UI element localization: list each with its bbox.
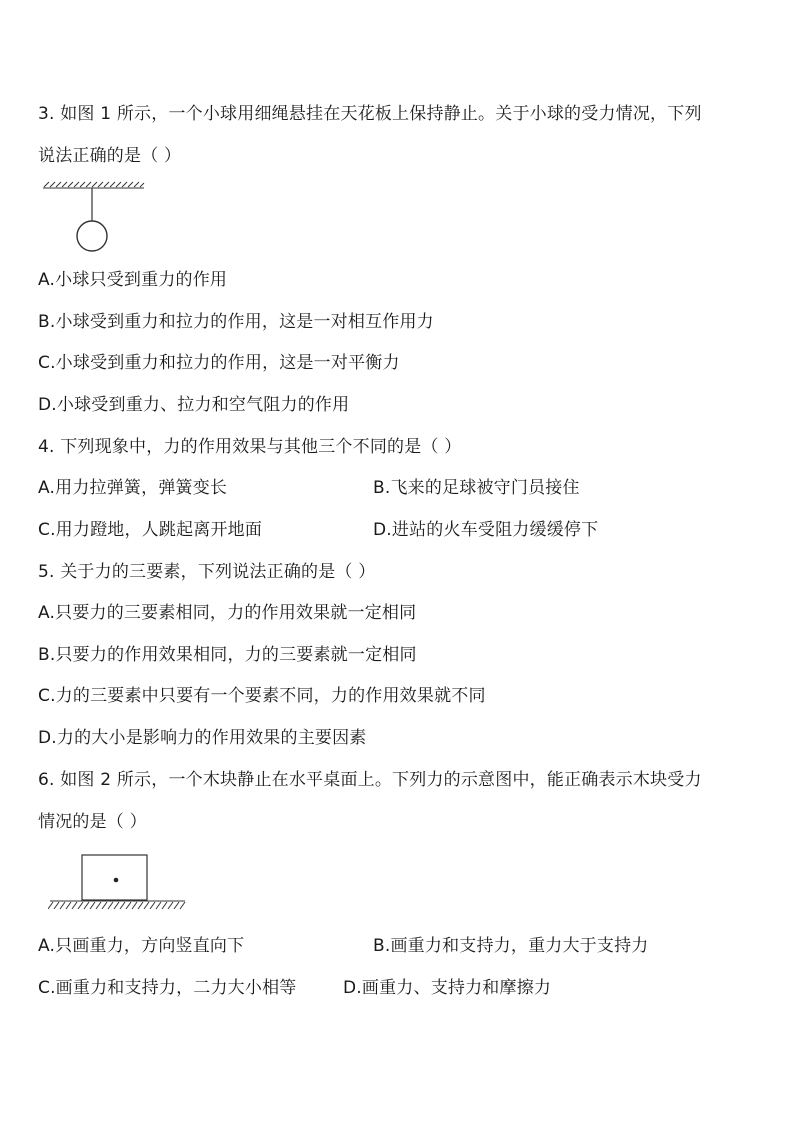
q3-option-d: D.小球受到重力、拉力和空气阻力的作用 [38, 395, 350, 415]
q4-stem: 4. 下列现象中，力的作用效果与其他三个不同的是（ ） [38, 437, 462, 457]
q3-stem-line2: 说法正确的是（ ） [38, 146, 182, 166]
q4-options-row1 [38, 478, 580, 498]
center-dot [114, 878, 119, 883]
table-surface-hatch [48, 901, 185, 909]
q6-option-c: C.画重力和支持力，二力大小相等 [38, 978, 297, 998]
q5-option-c: C.力的三要素中只要有一个要素不同，力的作用效果就不同 [38, 686, 486, 706]
q3-option-b: B.小球受到重力和拉力的作用，这是一对相互作用力 [38, 312, 434, 332]
q6-options-row1 [38, 936, 649, 956]
q4-option-b: B.飞来的足球被守门员接住 [373, 478, 580, 498]
q4-options-row2 [38, 520, 599, 540]
q3-option-c: C.小球受到重力和拉力的作用，这是一对平衡力 [38, 353, 400, 373]
q4-option-a: A.用力拉弹簧，弹簧变长 [38, 478, 228, 498]
q3-stem-line1: 3. 如图 1 所示，一个小球用细绳悬挂在天花板上保持静止。关于小球的受力情况，下列 [38, 104, 702, 124]
ball [77, 221, 107, 251]
q6-stem-line2: 情况的是（ ） [38, 812, 147, 832]
q4-option-d: D.进站的火车受阻力缓缓停下 [373, 520, 599, 540]
wooden-block [82, 855, 147, 900]
q5-option-d: D.力的大小是影响力的作用效果的主要因素 [38, 728, 367, 748]
q6-option-a: A.只画重力，方向竖直向下 [38, 936, 245, 956]
figure-2-block-on-table [48, 852, 188, 914]
q5-option-a: A.只要力的三要素相同，力的作用效果就一定相同 [38, 603, 417, 623]
q6-option-b: B.画重力和支持力，重力大于支持力 [373, 936, 649, 956]
q6-stem-line1: 6. 如图 2 所示，一个木块静止在水平桌面上。下列力的示意图中，能正确表示木块受力 [38, 770, 702, 790]
q6-options-row2 [38, 978, 552, 998]
q4-option-c: C.用力蹬地，人跳起离开地面 [38, 520, 263, 540]
q6-option-d: D.画重力、支持力和摩擦力 [343, 978, 552, 998]
ceiling-hatch [43, 182, 144, 188]
figure-1-hanging-ball [40, 180, 150, 255]
q5-stem: 5. 关于力的三要素，下列说法正确的是（ ） [38, 562, 376, 582]
q5-option-b: B.只要力的作用效果相同，力的三要素就一定相同 [38, 645, 417, 665]
q3-option-a: A.小球只受到重力的作用 [38, 270, 228, 290]
